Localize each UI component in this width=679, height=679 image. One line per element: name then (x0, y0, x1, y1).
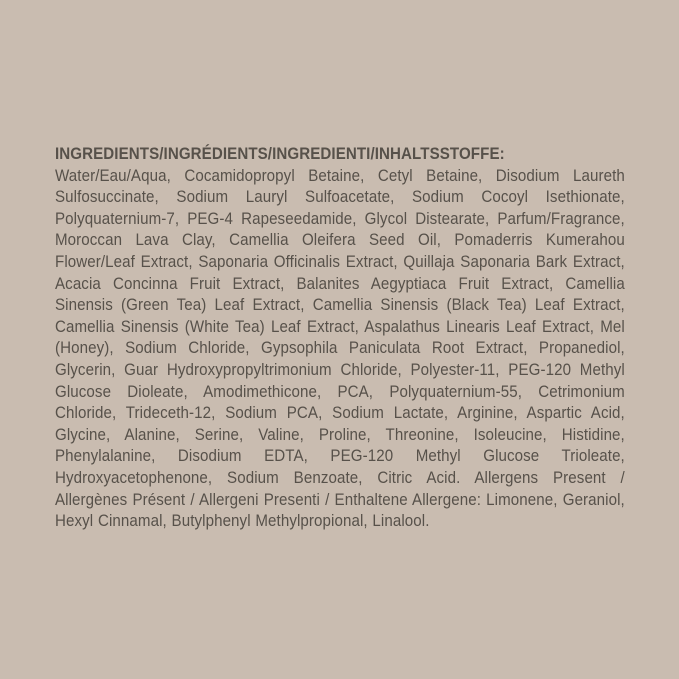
ingredients-header: INGREDIENTS/INGRÉDIENTS/INGREDIENTI/INHALTSSTOFFE: (55, 144, 505, 163)
ingredients-body: Water/Eau/Aqua, Cocamidopropyl Betaine, Cetyl Betaine, Disodium Laureth Sulfosuccinate, Sodium Lauryl Sulfoacetate, Sodium Cocoyl Isethionate, Polyquaternium-7, PEG-4 Rapeseedamide, Glycol Distearate, Parfum/Fragrance, Moroccan Lava Clay, Camellia Oleifera Seed Oil, Pomaderris Kumerahou Flower/Leaf Extract, Saponaria Officinalis Extract, Quillaja Saponaria Bark Extract, Acacia Concinna Fruit Extract, Balanites Aegyptiaca Fruit Extract, Camellia Sinensis (Green Tea) Leaf Extract, Camellia Sinensis (Black Tea) Leaf Extract, Camellia Sinensis (White Tea) Leaf Extract, Aspalathus Linearis Leaf Extract, Mel (Honey), Sodium Chloride, Gypsophila Paniculata Root Extract, Propanediol, Glycerin, Guar Hydroxypropyltrimonium Chloride, Polyester-11, PEG-120 Methyl Glucose Dioleate, Amodimethicone, PCA, Polyquaternium-55, Cetrimonium Chloride, Trideceth-12, Sodium PCA, Sodium Lactate, Arginine, Aspartic Acid, Glycine, Alanine, Serine, Valine, Proline, Threonine, Isoleucine, Histidine, Phenylalanine, Disodium EDTA, PEG-120 Methyl Glucose Trioleate, Hydroxyacetophenone, Sodium Benzoate, Citric Acid. Allergens Present / Allergènes Présent / Allergeni Presenti / Enthaltene Allergene: Limonene, Geraniol, Hexyl Cinnamal, Butylphenyl Methylpropional, Linalool. (55, 165, 625, 531)
ingredients-paragraph (55, 143, 625, 532)
